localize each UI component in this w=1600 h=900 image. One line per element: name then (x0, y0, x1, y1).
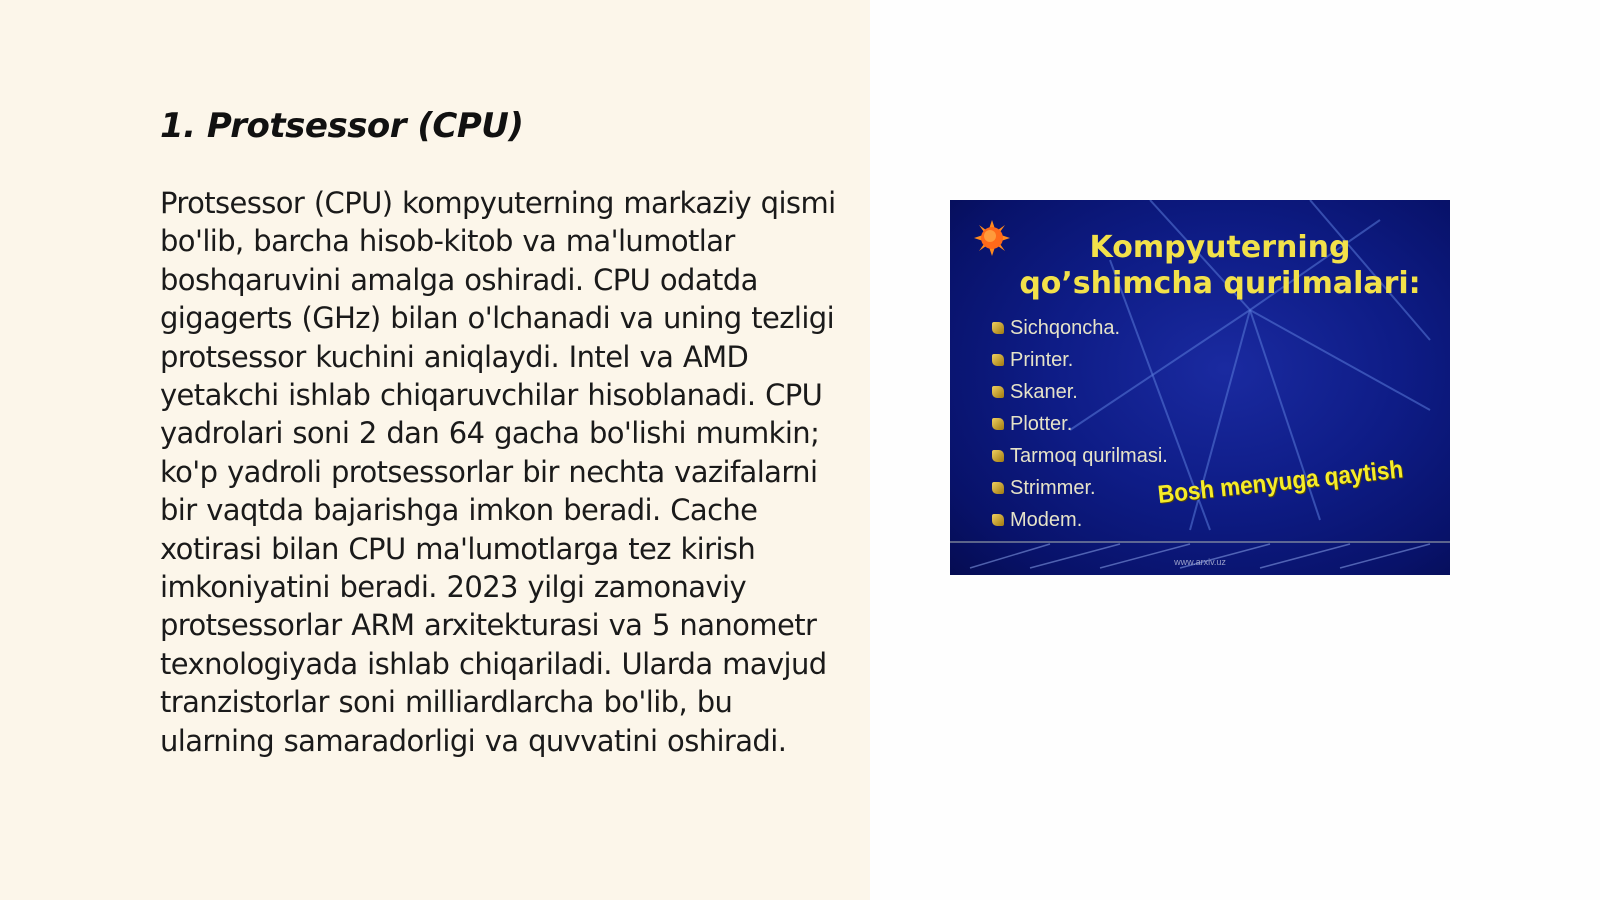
list-item: Strimmer. (992, 472, 1168, 504)
list-item: Modem. (992, 504, 1168, 536)
slide-title (1010, 230, 1430, 302)
list-item: Skaner. (992, 376, 1168, 408)
slide-title-line-1: Kompyuterning (1089, 230, 1351, 265)
bullet-icon (992, 482, 1004, 494)
bullet-icon (992, 386, 1004, 398)
return-to-main-menu-link: Bosh menyuga qaytish (1156, 455, 1405, 509)
slide-footer-url: www.arxiv.uz (1174, 557, 1226, 567)
bullet-icon (992, 418, 1004, 430)
body-paragraph: Protsessor (CPU) kompyuterning markaziy qismi bo'lib, barcha hisob-kitob va ma'lumotlar boshqaruvini amalga oshiradi. CPU odatda gigagerts (GHz) bilan o'lchanadi va uning tezligi protsessor kuchini aniqlaydi. Intel va AMD yetakchi ishlab chiqaruvchilar hisoblanadi. CPU yadrolari soni 2 dan 64 gacha bo'lishi mumkin; ko'p yadroli protsessorlar bir nechta vazifalarni bir vaqtda bajarishga imkon beradi. Cache xotirasi bilan CPU ma'lumotlarga tez kirish imkoniyatini beradi. 2023 yilgi zamonaviy protsessorlar ARM arxitekturasi va 5 nanometr texnologiyada ishlab chiqariladi. Ularda mavjud tranzistorlar soni milliardlarcha bo'lib, bu ularning samaradorligi va quvvatini oshiradi. (160, 186, 836, 758)
sun-icon (974, 220, 1010, 256)
list-item: Sichqoncha. (992, 312, 1168, 344)
slide-title-line-2: qo’shimcha qurilmalari: (1019, 266, 1421, 301)
list-item: Printer. (992, 344, 1168, 376)
list-item: Tarmoq qurilmasi. (992, 440, 1168, 472)
bullet-icon (992, 322, 1004, 334)
page-title: 1. Protsessor (CPU) (160, 106, 524, 146)
bullet-icon (992, 450, 1004, 462)
list-item: Plotter. (992, 408, 1168, 440)
slide-image (950, 200, 1450, 575)
bullet-icon (992, 354, 1004, 366)
device-list (992, 312, 1168, 536)
bullet-icon (992, 514, 1004, 526)
